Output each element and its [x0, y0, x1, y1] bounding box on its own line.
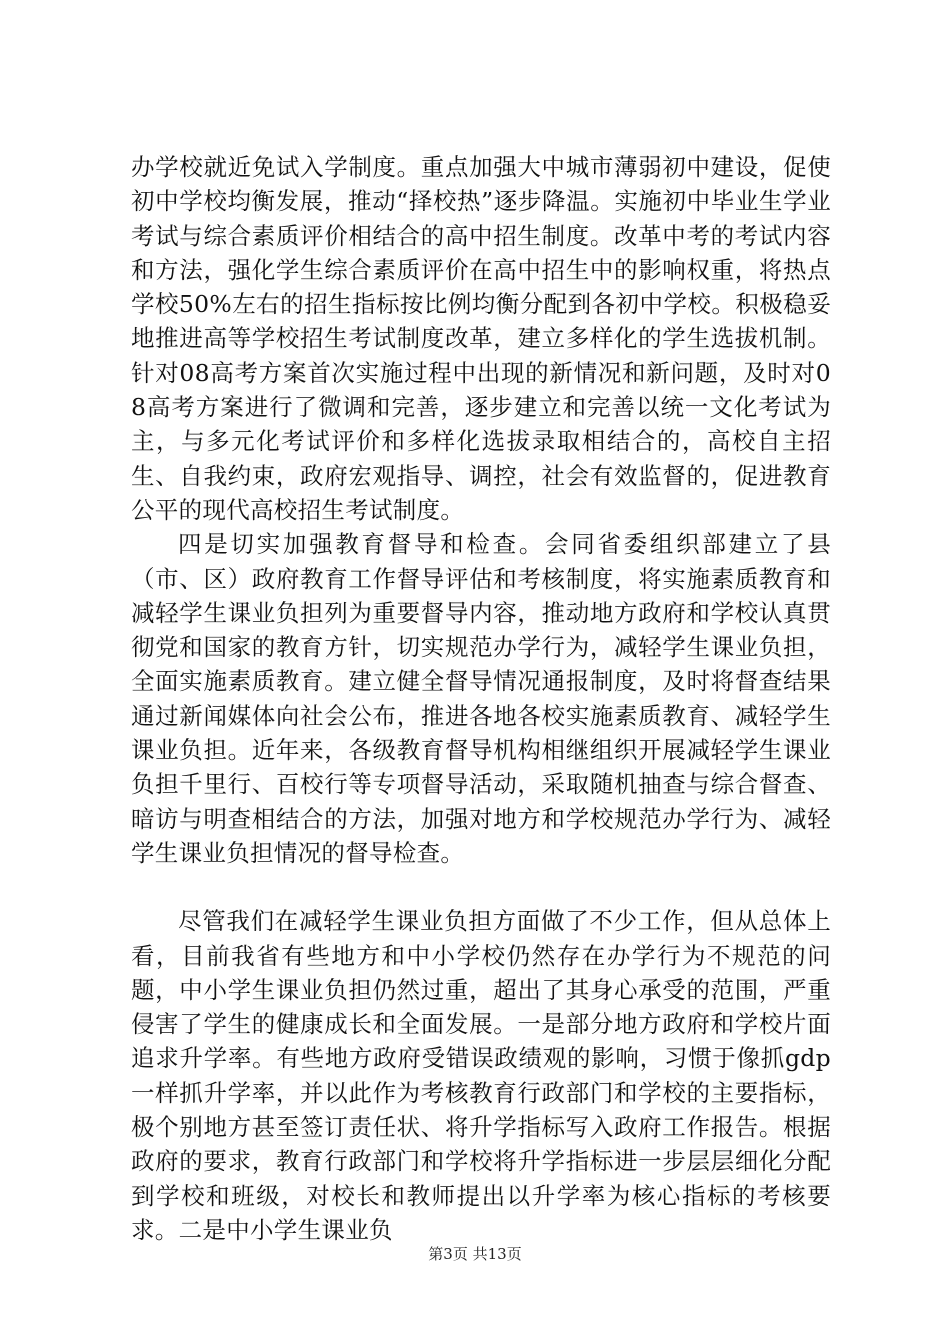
paragraph-spacer — [131, 870, 831, 904]
document-body — [131, 150, 831, 1247]
paragraph-2: 四是切实加强教育督导和检查。会同省委组织部建立了县（市、区）政府教育工作督导评估和考核制度，将实施素质教育和减轻学生课业负担列为重要督导内容，推动地方政府和学校认真贯彻党和国家的教育方针，切实规范办学行为，减轻学生课业负担，全面实施素质教育。建立健全督导情况通报制度，及时将督查结果通过新闻媒体向社会公布，推进各地各校实施素质教育、减轻学生课业负担。近年来，各级教育督导机构相继组织开展减轻学生课业负担千里行、百校行等专项督导活动，采取随机抽查与综合督查、暗访与明查相结合的方法，加强对地方和学校规范办学行为、减轻学生课业负担情况的督导检查。 — [131, 530, 831, 867]
paragraph-1: 办学校就近免试入学制度。重点加强大中城市薄弱初中建设，促使初中学校均衡发展，推动“择校热”逐步降温。实施初中毕业生学业考试与综合素质评价相结合的高中招生制度。改革中考的考试内容和方法，强化学生综合素质评价在高中招生中的影响权重，将热点学校50%左右的招生指标按比例均衡分配到各初中学校。积极稳妥地推进高等学校招生考试制度改革，建立多样化的学生选拔机制。针对08高考方案首次实施过程中出现的新情况和新问题，及时对08高考方案进行了微调和完善，逐步建立和完善以统一文化考试为主，与多元化考试评价和多样化选拔录取相结合的，高校自主招生、自我约束，政府宏观指导、调控，社会有效监督的，促进教育公平的现代高校招生考试制度。 — [131, 153, 831, 524]
page-number-footer: 第3页 共13页 — [428, 1245, 522, 1263]
paragraph-3: 尽管我们在减轻学生课业负担方面做了不少工作，但从总体上看，目前我省有些地方和中小学校仍然存在办学行为不规范的问题，中小学生课业负担仍然过重，超出了其身心承受的范围，严重侵害了学生的健康成长和全面发展。一是部分地方政府和学校片面追求升学率。有些地方政府受错误政绩观的影响，习惯于像抓gdp一样抓升学率，并以此作为考核教育行政部门和学校的主要指标，极个别地方甚至签订责任状、将升学指标写入政府工作报告。根据政府的要求，教育行政部门和学校将升学指标进一步层层细化分配到学校和班级，对校长和教师提出以升学率为核心指标的考核要求。二是中小学生课业负 — [131, 907, 831, 1244]
